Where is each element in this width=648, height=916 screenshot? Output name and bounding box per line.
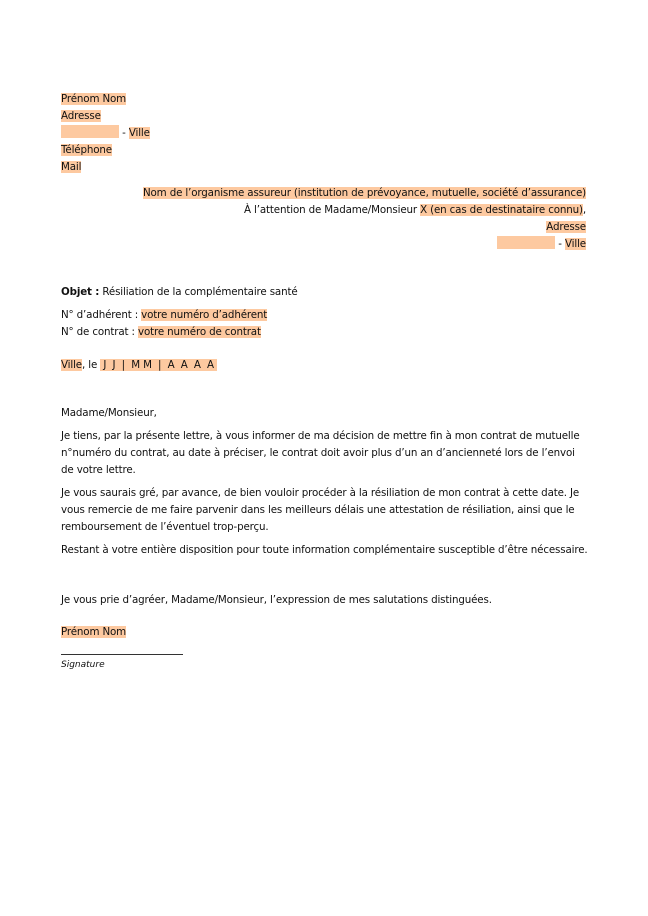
place-date-line: Ville, le J J | M M | A A A A <box>61 359 218 371</box>
member-number-line: N° d’adhérent : votre numéro d’adhérent <box>61 309 268 321</box>
contract-number-line: N° de contrat : votre numéro de contrat <box>61 326 261 338</box>
signature-name: Prénom Nom <box>61 626 127 638</box>
sender-email: Mail <box>61 161 82 173</box>
recipient-attention: À l’attention de Madame/Monsieur X (en cas de destinataire connu), <box>244 204 586 216</box>
signature-line <box>61 654 183 655</box>
recipient-city-line: - Ville <box>497 236 586 253</box>
closing-formula: Je vous prie d’agréer, Madame/Monsieur, l’expression de mes salutations distinguées. <box>61 594 492 606</box>
paragraph-2: Je vous saurais gré, par avance, de bien vouloir procéder à la résiliation de mon contrat à cette date. Je vous remercie de me faire parvenir dans les meilleurs délais une attestation de résiliation, ainsi que le remboursement de l’éventuel trop-perçu. <box>61 487 580 533</box>
recipient-postal-code-blank <box>497 236 555 249</box>
sender-address: Adresse <box>61 110 101 122</box>
paragraph-1: Je tiens, par la présente lettre, à vous informer de ma décision de mettre fin à mon contrat de mutuelle n°numéro du contrat, au date à préciser, le contrat doit avoir plus d’un an d’ancienneté lors de l’envoi de votre lettre. <box>61 430 580 476</box>
signature-label: Signature <box>61 660 105 670</box>
recipient-organism: Nom de l’organisme assureur (institution de prévoyance, mutuelle, société d’assurance) <box>142 187 586 199</box>
paragraph-3: Restant à votre entière disposition pour toute information complémentaire susceptible d’être nécessaire. <box>61 544 588 556</box>
sender-phone: Téléphone <box>61 144 112 156</box>
sender-city-line: - Ville <box>61 125 150 142</box>
salutation: Madame/Monsieur, <box>61 407 157 419</box>
recipient-address: Adresse <box>546 221 586 233</box>
sender-name: Prénom Nom <box>61 93 127 105</box>
subject-line: Objet : Résiliation de la complémentaire santé <box>61 286 298 298</box>
postal-code-blank <box>61 125 119 138</box>
